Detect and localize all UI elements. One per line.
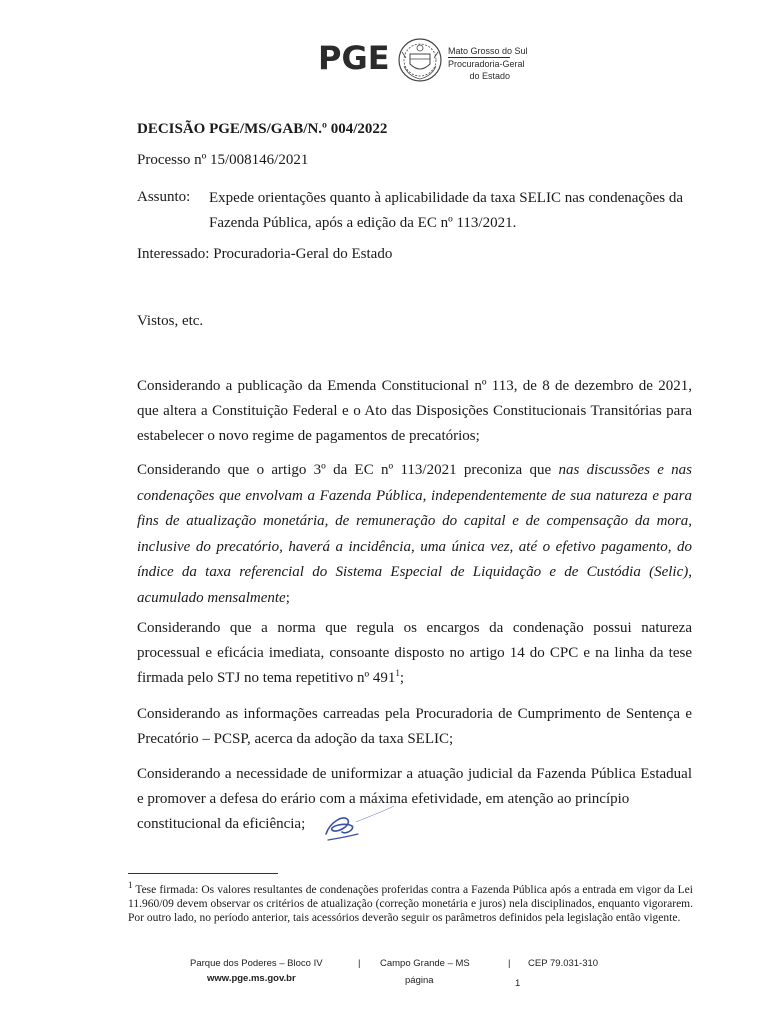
footer-separator: | (508, 958, 511, 969)
subject-label: Assunto: (137, 189, 191, 205)
paragraph-emenda: Considerando a publicação da Emenda Constitucional nº 113, de 8 de dezembro de 2021, que altera a Constituição Federal e o Ato das Disposições Constitucionais Transitórias para estabelecer o novo regime de pagamentos de precatórios; (137, 378, 692, 444)
org-line-state: Mato Grosso do Sul (448, 46, 528, 56)
subject-text (209, 186, 699, 236)
subject-line-1: Expede orientações quanto à aplicabilidade da taxa SELIC nas condenações da (209, 190, 683, 206)
paragraph-artigo-3 (137, 458, 692, 611)
page-header (318, 36, 528, 96)
org-line-estado: do Estado (469, 71, 510, 81)
paragraph-artigo-3-quote: nas discussões e nas condenações que envolvam a Fazenda Pública, independentemente de sua natureza e para fins de atualização monetária, de remuneração do capital e de compensação da mora, inclusive do precatório, haverá a incidência, uma única vez, até o efetivo pagamento, do índice da taxa referencial do Sistema Especial de Liquidação e de Custódia (Selic), acumulado mensalmente (137, 462, 692, 606)
pge-logo-text: PGE (318, 39, 390, 77)
paragraph-norma-text: Considerando que a norma que regula os encargos da condenação possui natureza processual e eficácia imediata, consoante disposto no artigo 14 do CPC e na linha da tese firmada pelo STJ no tema repetitivo nº 491 (137, 620, 692, 686)
handwritten-initials (318, 800, 398, 850)
footnote-divider (128, 873, 278, 874)
paragraph-norma (137, 616, 692, 691)
subject-line-2: Fazenda Pública, após a edição da EC nº 113/2021. (209, 215, 517, 231)
interested-party: Interessado: Procuradoria-Geral do Estado (137, 246, 393, 262)
footnote (128, 880, 693, 925)
footnote-marker: 1 (128, 880, 133, 891)
paragraph-norma-end: ; (399, 670, 405, 686)
organization-name (448, 45, 528, 82)
vistos-line: Vistos, etc. (137, 313, 204, 329)
process-number: Processo nº 15/008146/2021 (137, 152, 309, 168)
footer-website-link[interactable]: www.pge.ms.gov.br (207, 973, 296, 984)
footer-address: Parque dos Poderes – Bloco IV (190, 958, 323, 969)
state-seal-icon (396, 36, 444, 84)
decision-title: DECISÃO PGE/MS/GAB/N.º 004/2022 (137, 121, 388, 137)
footer-city: Campo Grande – MS (380, 958, 470, 969)
org-line-agency: Procuradoria-Geral (448, 59, 525, 69)
footnote-reference[interactable]: 1 (395, 668, 400, 678)
paragraph-uniformizar-last: constitucional da eficiência; (137, 816, 306, 832)
footer-cep: CEP 79.031-310 (528, 958, 599, 969)
paragraph-uniformizar (137, 762, 692, 837)
paragraph-pcsp: Considerando as informações carreadas pela Procuradoria de Cumprimento de Sentença e Precatório – PCSP, acerca da adoção da taxa SELIC; (137, 706, 692, 747)
footnote-text: Tese firmada: Os valores resultantes de condenações proferidas contra a Fazenda Pública após a entrada em vigor da Lei 11.960/09 devem observar os critérios de atualização (correção monetária e juros) nela disciplinados, enquanto vigorarem. Por outro lado, no período anterior, tais acessórios deverão seguir os parâmetros definidos pela legislação então vigente. (128, 884, 693, 924)
footer-page-number: 1 (515, 978, 521, 989)
paragraph-uniformizar-text: Considerando a necessidade de uniformizar a atuação judicial da Fazenda Pública Estadual e promover a defesa do erário com a máxima efetividade, em atenção ao princípio (137, 766, 692, 807)
paragraph-artigo-3-end: ; (285, 589, 290, 606)
paragraph-artigo-3-intro: Considerando que o artigo 3º da EC nº 113/2021 preconiza que (137, 462, 559, 478)
footer-separator: | (358, 958, 361, 969)
footer-page-label: página (405, 975, 434, 986)
